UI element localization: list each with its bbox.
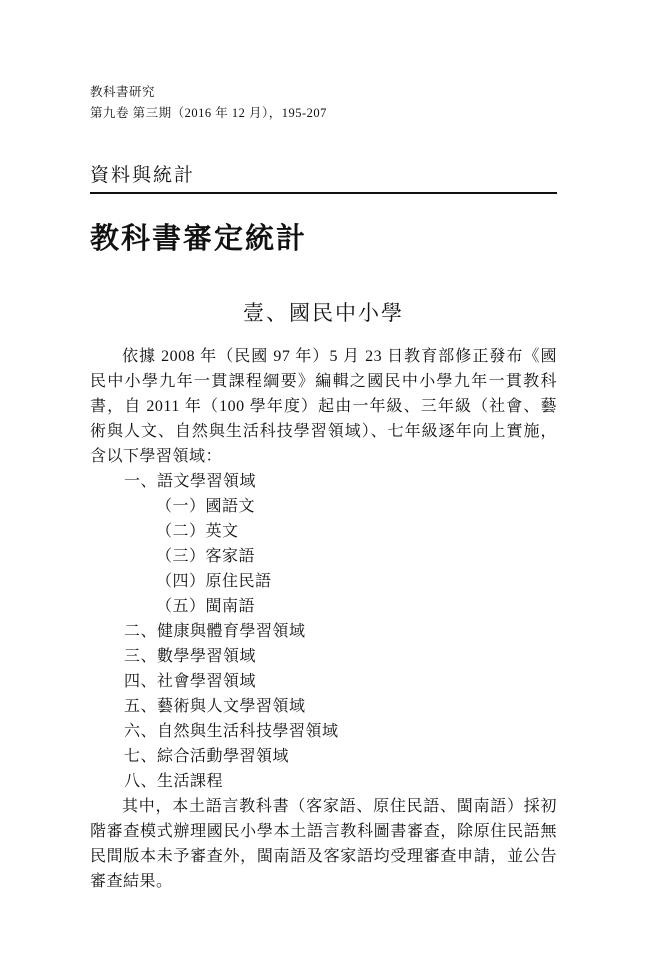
journal-header <box>90 82 557 124</box>
list-item: 八、生活課程 <box>124 773 224 790</box>
article-title: 教科書審定統計 <box>90 223 308 255</box>
list-item: 三、數學學習領域 <box>124 648 257 665</box>
list-item: （一）國語文 <box>156 498 256 515</box>
list-item: 六、自然與生活科技學習領域 <box>124 723 339 740</box>
learning-areas-list <box>90 469 557 794</box>
list-item: 四、社會學習領域 <box>124 673 257 690</box>
page-content <box>90 0 557 894</box>
list-item: （三）客家語 <box>156 548 256 565</box>
journal-name: 教科書研究 <box>90 85 156 99</box>
list-item: 一、語文學習領域 <box>124 473 257 490</box>
paragraph-intro: 依據 2008 年（民國 97 年）5 月 23 日教育部修正發布《國民中小學九年一貫課程綱要》編輯之國民中小學九年一貫教科書，自 2011 年（100 學年度）起由一年級、三年級（社會、藝術與人文、自然與生活科技學習領域）、七年級逐年向上實施，含以下學習領域： <box>90 348 557 465</box>
paragraph-closing: 其中，本土語言教科書（客家語、原住民語、閩南語）採初階審查模式辦理國民小學本土語言教科圖書審查，除原住民語無民間版本未予審查外，閩南語及客家語均受理審查申請，並公告審查結果。 <box>90 798 557 890</box>
journal-issue-info: 第九卷 第三期（2016 年 12 月），195-207 <box>90 106 327 120</box>
list-item: （四）原住民語 <box>156 573 272 590</box>
list-item: （二）英文 <box>156 523 239 540</box>
list-item: 二、健康與體育學習領域 <box>124 623 306 640</box>
section-label: 資料與統計 <box>90 160 557 194</box>
chapter-heading: 壹、國民中小學 <box>243 301 404 325</box>
article-body <box>90 344 557 894</box>
list-item: 七、綜合活動學習領域 <box>124 748 290 765</box>
list-item: （五）閩南語 <box>156 598 256 615</box>
list-item: 五、藝術與人文學習領域 <box>124 698 306 715</box>
